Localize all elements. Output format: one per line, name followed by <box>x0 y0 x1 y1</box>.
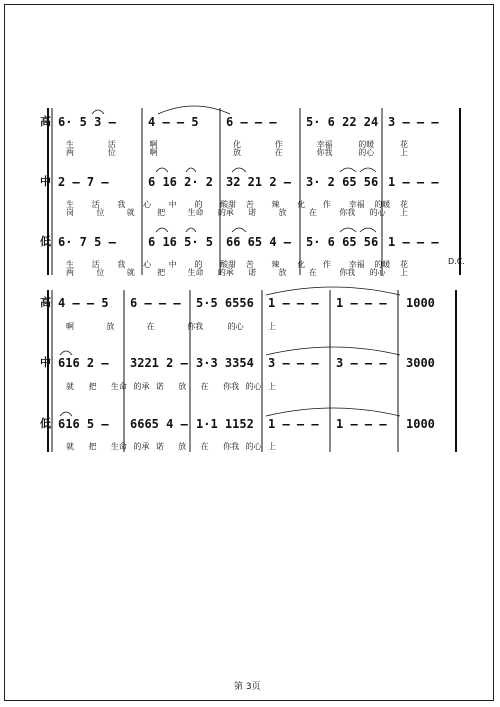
measure: 66 65 4 – <box>226 235 292 249</box>
lyric-syllable: 啊 <box>149 148 158 157</box>
lyric-syllable: 生 <box>66 200 74 209</box>
lyric-syllable: 辣 <box>271 200 280 209</box>
measure: 1 – – – <box>268 296 319 310</box>
lyric-syllable: 酸甜 <box>220 260 237 269</box>
lyric-syllable: 把 <box>88 382 97 391</box>
lyric-syllable: 把 <box>157 268 166 277</box>
lyric-syllable: 两 <box>66 148 74 157</box>
measure: 6 16 5· 5 <box>148 235 214 249</box>
lyric-syllable: 中 <box>168 260 177 269</box>
lyric-syllable: 就 <box>66 382 74 391</box>
part-label: 高 <box>40 115 51 128</box>
lyric-syllable: 活 <box>107 140 116 149</box>
measure: 3 – – – <box>336 356 387 370</box>
lyric-syllable: 你我 <box>339 208 356 217</box>
lyric-syllable: 的 <box>194 260 203 269</box>
measure: 6· 7 5 – <box>58 235 116 249</box>
lyric-syllable: 把 <box>157 208 166 217</box>
lyric-syllable: 生命 <box>187 268 204 277</box>
lyric-syllable: 的心 <box>358 148 375 157</box>
lyric-syllable: 中 <box>168 200 177 209</box>
lyric-syllable: 你我 <box>223 442 240 451</box>
lyric-syllable: 幸福 <box>348 260 365 269</box>
lyric-syllable: 你我 <box>187 322 204 331</box>
lyric-syllable: 幸福 <box>316 140 333 149</box>
lyric-syllable: 的承 <box>217 208 234 217</box>
lyric-syllable: 你我 <box>223 382 240 391</box>
measure: 1 – – – <box>336 417 387 431</box>
lyric-syllable: 酸甜 <box>220 200 237 209</box>
lyric-syllable: 位 <box>107 148 116 157</box>
lyric-syllable: 生命 <box>187 208 204 217</box>
lyric-syllable: 花 <box>400 140 408 149</box>
lyric-syllable: 的承 <box>133 442 150 451</box>
lyric-syllable: 诺 <box>155 442 164 451</box>
lyric-syllable: 上 <box>268 442 276 451</box>
lyric-syllable: 啊 <box>149 140 158 149</box>
lyric-syllable: 岗 <box>66 208 74 217</box>
lyric-syllable: 在 <box>146 322 155 331</box>
measure: 3000 <box>406 356 435 370</box>
lyric-syllable: 就 <box>126 208 135 217</box>
lyric-syllable: 放 <box>178 442 187 451</box>
lyric-syllable: 活 <box>91 200 100 209</box>
lyric-syllable: 诺 <box>248 208 257 217</box>
lyric-syllable: 生命 <box>110 442 127 451</box>
lyric-syllable: 就 <box>126 268 135 277</box>
lyric-syllable: 的承 <box>217 268 234 277</box>
lyric-syllable: 两 <box>66 268 74 277</box>
lyric-syllable: 上 <box>400 148 408 157</box>
lyric-syllable: 诺 <box>155 382 164 391</box>
lyric-syllable: 放 <box>278 208 287 217</box>
measure: 5· 6 65 56 <box>306 235 379 249</box>
lyric-syllable: 的心 <box>227 322 244 331</box>
measure: 3·3 3354 <box>196 356 254 370</box>
lyric-syllable: 位 <box>96 268 105 277</box>
dc-mark: D.C. <box>448 257 465 266</box>
lyric-syllable: 上 <box>268 322 276 331</box>
measure: 3 – – – <box>388 115 439 129</box>
lyric-syllable: 放 <box>233 148 241 157</box>
lyric-syllable: 作 <box>322 200 331 209</box>
lyric-syllable: 上 <box>268 382 276 391</box>
lyric-syllable: 作 <box>322 260 331 269</box>
part-label: 高 <box>40 296 51 309</box>
measure: 4 – – 5 <box>58 296 109 310</box>
measure: 6 – – – <box>130 296 181 310</box>
lyric-syllable: 我 <box>117 200 126 209</box>
measure: 4 – – 5 <box>148 115 199 129</box>
lyric-syllable: 你我 <box>339 268 356 277</box>
lyric-syllable: 生命 <box>110 382 127 391</box>
measure: 616 5 – <box>58 417 109 431</box>
lyric-syllable: 苦 <box>245 200 254 209</box>
lyric-syllable: 的心 <box>245 382 262 391</box>
lyric-syllable: 在 <box>308 268 317 277</box>
measure: 1 – – – <box>336 296 387 310</box>
lyric-syllable: 心 <box>143 200 152 209</box>
measure: 1 – – – <box>268 417 319 431</box>
measure: 3 – – – <box>268 356 319 370</box>
lyric-syllable: 的承 <box>133 382 150 391</box>
lyric-syllable: 就 <box>66 442 74 451</box>
lyric-syllable: 的心 <box>369 268 386 277</box>
lyric-syllable: 你我 <box>316 148 333 157</box>
measure: 1 – – – <box>388 235 439 249</box>
measure: 1·1 1152 <box>196 417 254 431</box>
lyric-syllable: 上 <box>400 208 408 217</box>
measure: 5· 6 22 24 <box>306 115 379 129</box>
measure: 1000 <box>406 296 435 310</box>
lyric-syllable: 的暖 <box>358 140 375 149</box>
lyric-syllable: 在 <box>200 442 209 451</box>
measure: 1000 <box>406 417 435 431</box>
lyric-syllable: 的暖 <box>374 200 391 209</box>
part-label: 低 <box>40 235 51 248</box>
lyric-syllable: 化 <box>233 140 241 149</box>
lyric-syllable: 诺 <box>248 268 257 277</box>
lyric-syllable: 活 <box>91 260 100 269</box>
measure: 1 – – – <box>388 175 439 189</box>
measure: 6 16 2· 2 <box>148 175 214 189</box>
lyric-syllable: 位 <box>96 208 105 217</box>
lyric-syllable: 放 <box>278 268 287 277</box>
page-border <box>4 4 494 701</box>
measure: 5·5 6556 <box>196 296 254 310</box>
lyric-syllable: 的 <box>194 200 203 209</box>
measure: 616 2 – <box>58 356 109 370</box>
lyric-syllable: 的暖 <box>374 260 391 269</box>
lyric-syllable: 心 <box>143 260 152 269</box>
measure: 3· 2 65 56 <box>306 175 379 189</box>
measure: 2 – 7 – <box>58 175 109 189</box>
part-label: 中 <box>40 356 51 369</box>
lyric-syllable: 生 <box>66 260 74 269</box>
lyric-syllable: 化 <box>297 200 306 209</box>
lyric-syllable: 苦 <box>245 260 254 269</box>
lyric-syllable: 把 <box>88 442 97 451</box>
measure: 6 – – – <box>226 115 277 129</box>
lyric-syllable: 放 <box>178 382 187 391</box>
lyric-syllable: 化 <box>297 260 306 269</box>
lyric-syllable: 在 <box>200 382 209 391</box>
measure: 6665 4 – <box>130 417 188 431</box>
measure: 3221 2 – <box>130 356 188 370</box>
lyric-syllable: 幸福 <box>348 200 365 209</box>
lyric-syllable: 的心 <box>369 208 386 217</box>
lyric-syllable: 我 <box>117 260 126 269</box>
measure: 6· 5 3 – <box>58 115 116 129</box>
lyric-syllable: 辣 <box>271 260 280 269</box>
part-label: 中 <box>40 175 51 188</box>
lyric-syllable: 在 <box>274 148 283 157</box>
lyric-syllable: 在 <box>308 208 317 217</box>
lyric-syllable: 的心 <box>245 442 262 451</box>
lyric-syllable: 啊 <box>66 322 74 331</box>
part-label: 低 <box>40 417 51 430</box>
lyric-syllable: 花 <box>400 200 408 209</box>
lyric-syllable: 花 <box>400 260 408 269</box>
lyric-syllable: 生 <box>66 140 74 149</box>
lyric-syllable: 放 <box>106 322 115 331</box>
lyric-syllable: 作 <box>274 140 283 149</box>
lyric-syllable: 上 <box>400 268 408 277</box>
page-number: 第 3页 <box>234 682 261 692</box>
measure: 32 21 2 – <box>226 175 292 189</box>
